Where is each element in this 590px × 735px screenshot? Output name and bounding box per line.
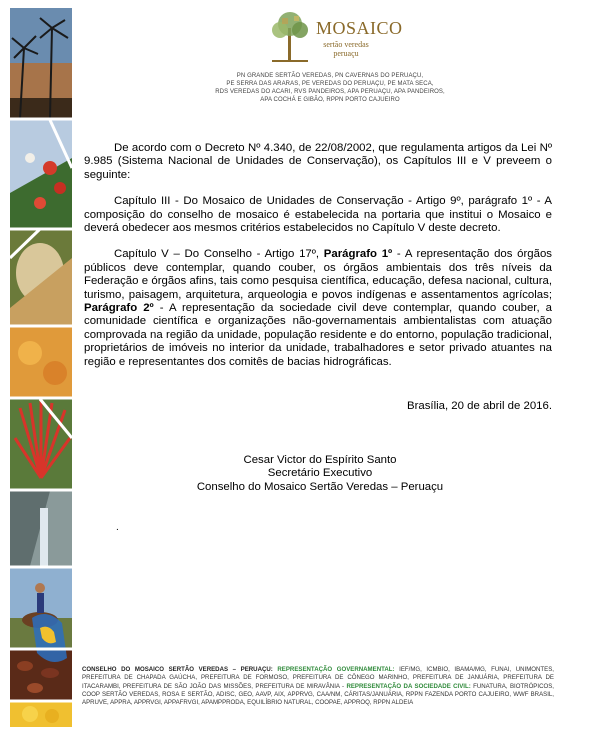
letter-body xyxy=(84,142,552,382)
photo-strip xyxy=(10,8,72,727)
chapter-v-bold-2: Parágrafo 2º xyxy=(84,302,154,315)
stray-dot: . xyxy=(116,522,119,533)
chapter-v-text-3: - A representação da sociedade civil deve contemplar, quando couber, a comunidade científica e organizações não-governamentais ambientalistas com atuação comprovada na região da unidade, população residente e do entorno, população tradicional, proprietários de imóveis no interior da unidade, trabalhadores e setor privado atuantes na região e representantes dos comitês de bacias hidrográficas. xyxy=(84,302,552,368)
letter-date: Brasília, 20 de abril de 2016. xyxy=(406,400,552,412)
chapter-v-text-1: Capítulo V – Do Conselho - Artigo 17º, xyxy=(114,248,324,261)
council-footer xyxy=(82,666,554,707)
paragraph-chapter-iii: Capítulo III - Do Mosaico de Unidades de Conservação - Artigo 9º, parágrafo 1º - A composição do conselho de mosaico é estabelecida na portaria que institui o Mosaico e deverá obedecer aos mesmos critérios estabelecidos no Capítulo V deste decreto. xyxy=(84,195,552,235)
units-line: PN GRANDE SERTÃO VEREDAS, PN CAVERNAS DO PERUAÇU, xyxy=(236,73,424,79)
chapter-v-bold-1: Parágrafo 1º xyxy=(323,248,393,261)
footer-civil-text: FUNATURA, BIOTRÓPICOS, COOP SERTÃO VEREDAS, ROSA E SERTÃO, ADISC, GEO, AAVP, AIX, APPRVG, CAA/NM, CÁRITAS/JANUÁRIA, RPPN FAZENDA PORTO CAJUEIRO, WWF BRASIL, APRUVE, APPRA, APPRVGI, APPAFRVGI, APAMPPRODA, EQUILÍBRIO NATURAL, COOPAE, APPROQ, RPPN ALDEIA xyxy=(82,682,554,707)
signer-role: Secretário Executivo xyxy=(267,467,373,480)
logo-subtitle-line1: sertão veredas xyxy=(323,40,369,49)
chapter-v-text-2: - A representação dos órgãos públicos deve contemplar, quando couber, os órgãos ambientais dos três níveis da Federação e órgãos afins, tais como pesquisa científica, educação, defesa nacional, cultura, turismo, paisagem, arquitetura, arqueologia e povos indígenas e assentamentos agrícolas; xyxy=(84,248,552,301)
signer-organization: Conselho do Mosaico Sertão Veredas – Peruaçu xyxy=(196,480,444,493)
footer-civil-label: REPRESENTAÇÃO DA SOCIEDADE CIVIL: xyxy=(346,682,471,690)
signature-block xyxy=(150,454,490,494)
logo-subtitle xyxy=(314,40,378,58)
paragraph-chapter-v xyxy=(84,248,552,369)
footer-label: CONSELHO DO MOSAICO SERTÃO VEREDAS – PERUAÇU: xyxy=(82,666,273,673)
logo-name: MOSAICO xyxy=(316,18,403,38)
logo-subtitle-line2: peruaçu xyxy=(333,49,359,58)
units-line: RDS VEREDAS DO ACARI, RVS PANDEIROS, APA PERUAÇU, APA PANDEIROS, xyxy=(215,89,445,95)
paragraph-decree: De acordo com o Decreto Nº 4.340, de 22/08/2002, que regulamenta artigos da Lei Nº 9.985 (Sistema Nacional de Unidades de Conservação), os Capítulos III e V preveem o seguinte: xyxy=(84,142,552,181)
footer-gov-label: REPRESENTAÇÃO GOVERNAMENTAL: xyxy=(277,666,395,673)
conservation-units-list xyxy=(150,72,510,104)
mosaico-logo xyxy=(268,8,403,64)
signer-name: Cesar Victor do Espírito Santo xyxy=(243,454,397,466)
units-line: PE SERRA DAS ARARAS, PE VEREDAS DO PERUAÇU, PE MATA SECA, xyxy=(226,81,434,87)
footer-gov-text: IEF/MG, ICMBIO, IBAMA/MG, FUNAI, UNIMONTES, PREFEITURA DE CHAPADA GAÚCHA, PREFEITURA DE FORMOSO, PREFEITURA DE CÔNEGO MARINHO, PREFEITURA DE JANUÁRIA, PREFEITURA DE ITACARAMBI, PREFEITURA DE SÃO JOÃO DAS MISSÕES, PREFEITURA DE MIRAVÂNIA - xyxy=(82,666,554,690)
photo-collage xyxy=(10,8,72,727)
tree-logo-icon xyxy=(268,8,312,64)
units-line: APA COCHÁ E GIBÃO, RPPN PORTO CAJUEIRO xyxy=(260,97,400,103)
